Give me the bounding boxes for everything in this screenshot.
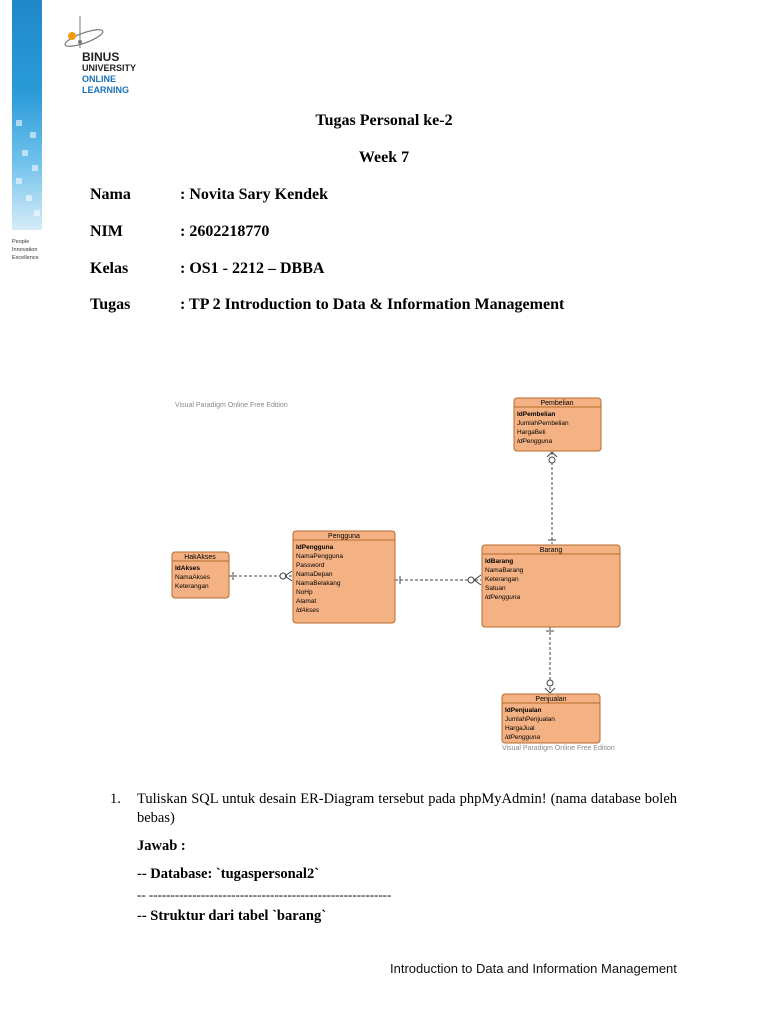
sql-comment-database: -- Database: `tugaspersonal2` <box>137 866 320 882</box>
entity-field: JumlahPembelian <box>517 420 569 427</box>
entity-field: NamaDepan <box>296 571 333 578</box>
entity-field: NoHp <box>296 589 313 596</box>
info-value: : OS1 - 2212 – DBBA <box>180 260 325 277</box>
entity-field: HargaBeli <box>517 429 546 436</box>
entity-field: IdAkses <box>296 607 320 614</box>
entity-pk: IdBarang <box>485 558 514 565</box>
entity-field: IdPengguna <box>505 734 541 741</box>
entity-name: Pembelian <box>540 400 574 407</box>
entity-field: Keterangan <box>485 576 519 583</box>
entity-pk: IdAkses <box>175 565 200 572</box>
entity-pengguna <box>293 531 395 623</box>
entity-pembelian <box>514 398 601 451</box>
brand-learning: LEARNING <box>82 85 129 95</box>
tagline-people: People <box>12 239 30 245</box>
info-label: NIM <box>90 223 123 240</box>
document-title: Tugas Personal ke-2 <box>315 112 453 129</box>
brand-tagline <box>12 238 39 262</box>
info-value: : Novita Sary Kendek <box>180 186 328 203</box>
entity-field: Satuan <box>485 585 506 592</box>
entity-name: HakAkses <box>184 554 216 561</box>
entity-name: Pengguna <box>328 533 360 540</box>
entity-field: IdPengguna <box>485 594 521 601</box>
tagline-innovation: Innovation <box>12 247 38 253</box>
entity-hakakses <box>172 552 229 598</box>
entity-name: Penjualan <box>535 696 567 703</box>
entity-field: NamaAkses <box>175 574 211 581</box>
question-text: Tuliskan SQL untuk desain ER-Diagram tersebut pada phpMyAdmin! (nama database boleh bebas) <box>137 791 677 826</box>
brand-online: ONLINE <box>82 74 117 84</box>
er-diagram <box>165 390 635 760</box>
tagline-excellence: Excellence <box>12 255 39 261</box>
entity-field: Password <box>296 562 325 569</box>
diagram-watermark-bottom: Visual Paradigm Online Free Edition <box>502 745 615 752</box>
info-label: Tugas <box>90 296 131 313</box>
entity-field: NamaBarang <box>485 567 524 574</box>
entity-pk: IdPembelian <box>517 411 556 418</box>
entity-barang <box>482 545 620 627</box>
question-1 <box>110 790 677 828</box>
info-value: : 2602218770 <box>180 223 270 240</box>
entity-field: JumlahPenjualan <box>505 716 555 723</box>
page-footer: Introduction to Data and Information Management <box>390 961 677 976</box>
sql-comment-separator: -- -------------------------------------------------------- <box>137 887 392 902</box>
info-label: Kelas <box>90 260 129 277</box>
diagram-watermark-top: Visual Paradigm Online Free Edition <box>175 402 288 409</box>
answer-label: Jawab : <box>137 838 186 854</box>
entity-penjualan <box>502 694 600 743</box>
brand-binus: BINUS <box>82 50 120 64</box>
entity-field: Keterangan <box>175 583 209 590</box>
entity-field: IdPengguna <box>517 438 553 445</box>
sql-comment-table: -- Struktur dari tabel `barang` <box>137 908 327 924</box>
entity-field: NamaPengguna <box>296 553 343 560</box>
entity-field: HargaJual <box>505 725 535 732</box>
document-week: Week 7 <box>358 149 410 166</box>
brand-university: UNIVERSITY <box>82 63 137 73</box>
brand-logo-text <box>82 52 136 96</box>
question-number: 1. <box>110 791 121 807</box>
entity-pk: IdPenjualan <box>505 707 542 714</box>
info-value: : TP 2 Introduction to Data & Information Management <box>180 296 565 313</box>
info-label: Nama <box>90 186 131 203</box>
entity-field: Alamat <box>296 598 317 605</box>
entity-pk: IdPengguna <box>296 544 334 551</box>
entity-name: Barang <box>539 547 563 554</box>
entity-field: NamaBelakang <box>296 580 341 587</box>
